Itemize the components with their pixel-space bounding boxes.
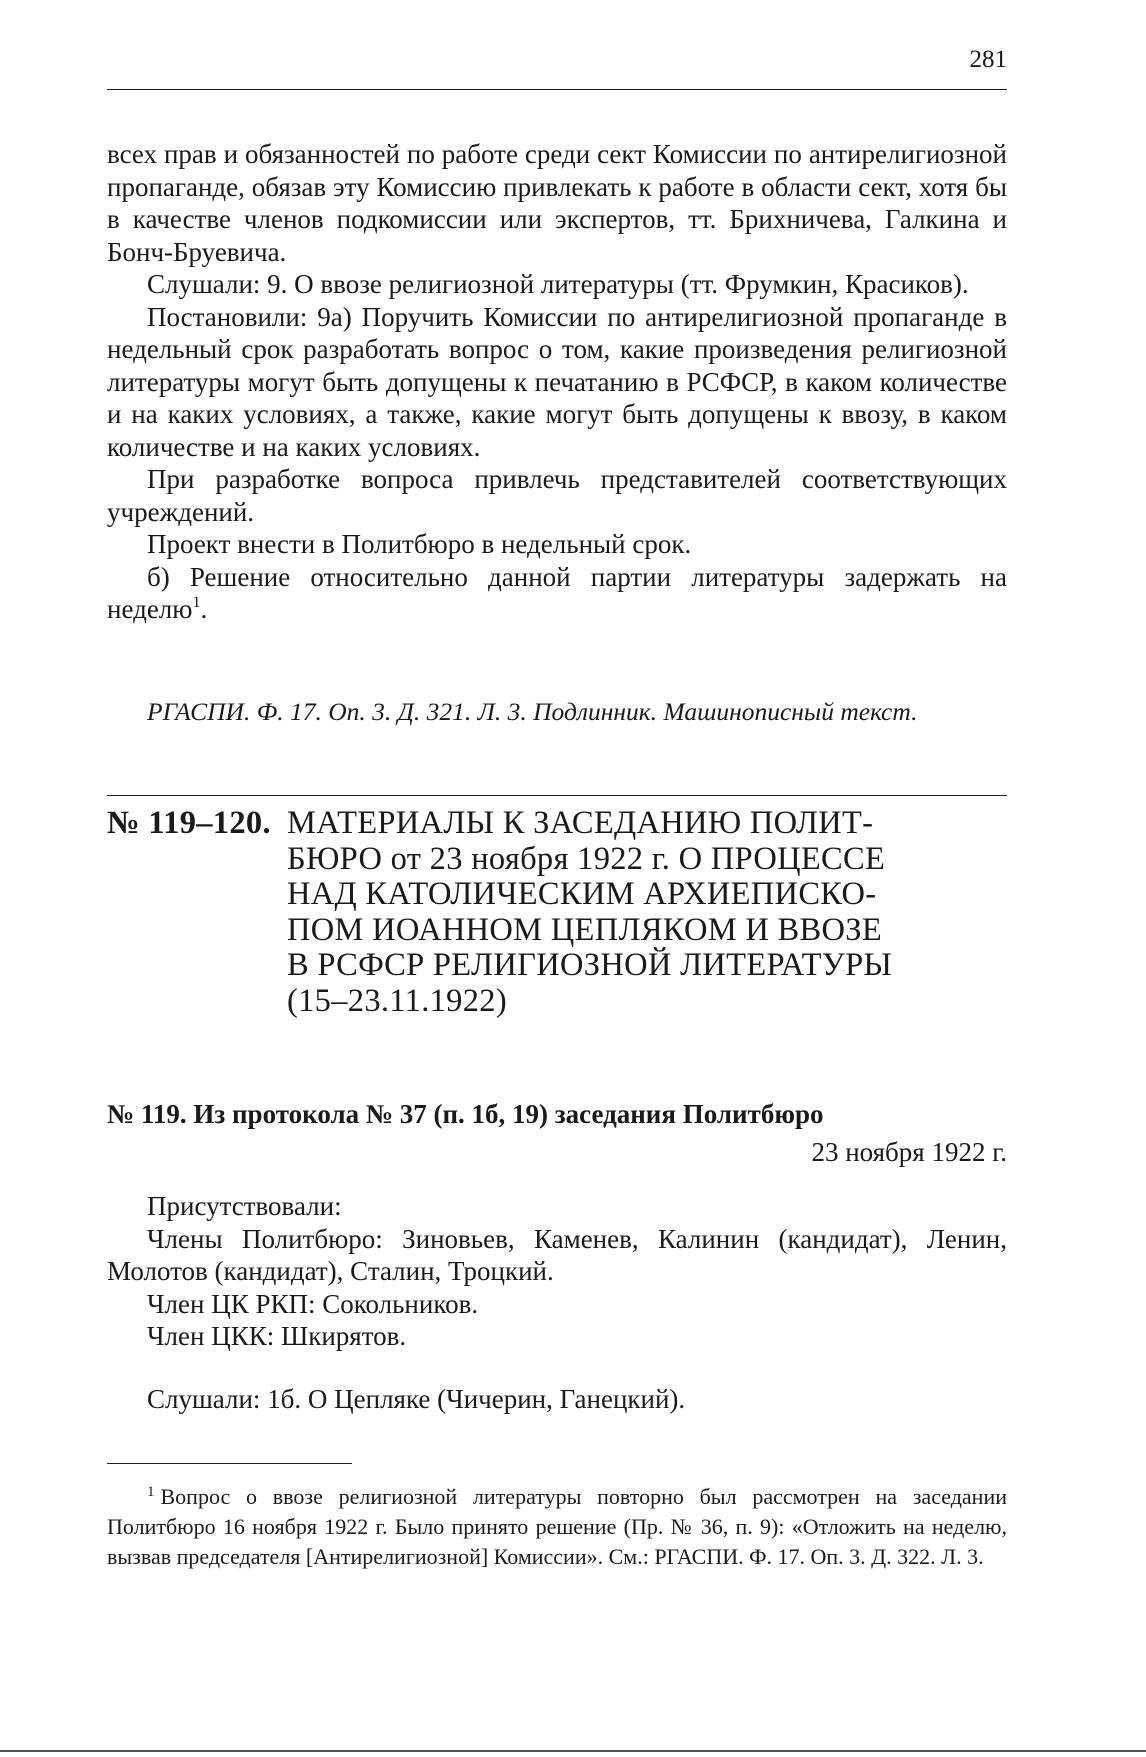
page-bottom-edge — [0, 1750, 1146, 1752]
footnote-rule — [107, 1463, 352, 1464]
footnote-reference[interactable]: 1 — [192, 594, 201, 611]
section-title-line: ПОМ ИОАННОМ ЦЕПЛЯКОМ И ВВОЗЕ — [287, 911, 883, 948]
section-number: № 119–120. — [107, 805, 271, 841]
section-heading — [107, 806, 1007, 1020]
section-title — [287, 806, 1007, 1020]
paragraph-decision-b — [107, 561, 1007, 626]
paragraph-continuation: всех прав и обязанностей по работе среди сект Комиссии по антирелигиозной пропаганде, обязав эту Комиссию привлекать к работе в области сект, хотя бы в качестве членов подкомиссии или экспертов, тт. Брихничева, Галкина и Бонч-Бруевича. — [107, 139, 1007, 267]
paragraph-involve-representatives: При разработке вопроса привлечь представителей соответствующих учреждений. — [107, 464, 1007, 527]
header-rule — [107, 89, 1007, 90]
section-title-line: МАТЕРИАЛЫ К ЗАСЕДАНИЮ ПОЛИТ- — [287, 805, 874, 841]
section-title-line: БЮРО от 23 ноября 1922 г. О ПРОЦЕССЕ — [287, 840, 886, 877]
heard-item: Слушали: 1б. О Цепляке (Чичерин, Ганецкий). — [147, 1384, 686, 1414]
document-title: № 119. Из протокола № 37 (п. 1б, 19) заседания Политбюро — [107, 1099, 824, 1129]
section-title-line: В РСФСР РЕЛИГИОЗНОЙ ЛИТЕРАТУРЫ — [287, 947, 893, 984]
footnote-paragraph — [107, 1482, 1007, 1572]
present-label: Присутствовали: — [147, 1191, 342, 1221]
ckk-member: Член ЦКК: Шкирятов. — [147, 1321, 407, 1351]
paragraph-decision-b-text: б) Решение относительно данной партии литературы задержать на неделю — [107, 561, 1007, 624]
footnote-text: Вопрос о ввозе религиозной литературы повторно был рассмотрен на заседании Политбюро 16 ноября 1922 г. Было принято решение (Пр. № 36, п. 9): «Отложить на неделю, вызвав председателя [Антирелигиозной] Комиссии». См.: РГАСПИ. Ф. 17. Оп. 3. Д. 322. Л. 3. — [107, 1484, 1007, 1569]
paragraph-decided-9a: Постановили: 9а) Поручить Комиссии по антирелигиозной пропаганде в недельный срок разработать вопрос о том, какие произведения религиозной литературы могут быть допущены к печатанию в РСФСР, в каком количестве и на каких условиях, а также, какие могут быть допущены к ввозу, в каком количестве и на каких условиях. — [107, 301, 1007, 462]
paragraph-decision-b-end: . — [200, 594, 208, 624]
paragraph-project: Проект внести в Политбюро в недельный срок. — [147, 529, 692, 559]
paragraph-heard-9: Слушали: 9. О ввозе религиозной литературы (тт. Фрумкин, Красиков). — [147, 269, 969, 299]
document-date: 23 ноября 1922 г. — [811, 1137, 1007, 1167]
footnote — [107, 1482, 1007, 1572]
section-title-line: (15–23.11.1922) — [287, 982, 507, 1019]
section-title-line: НАД КАТОЛИЧЕСКИМ АРХИЕПИСКО- — [287, 876, 877, 913]
politburo-members: Члены Политбюро: Зиновьев, Каменев, Калинин (кандидат), Ленин, Молотов (кандидат), Сталин, Троцкий. — [107, 1223, 1007, 1286]
section-rule — [107, 795, 1007, 796]
footnote-mark: 1 — [147, 1484, 155, 1500]
attendance-block — [107, 1190, 1007, 1353]
body-text — [107, 138, 1007, 626]
archive-reference: РГАСПИ. Ф. 17. Оп. 3. Д. 321. Л. 3. Подлинник. Машинописный текст. — [147, 697, 918, 726]
ck-member: Член ЦК РКП: Сокольников. — [147, 1288, 479, 1319]
page-number: 281 — [969, 46, 1007, 73]
